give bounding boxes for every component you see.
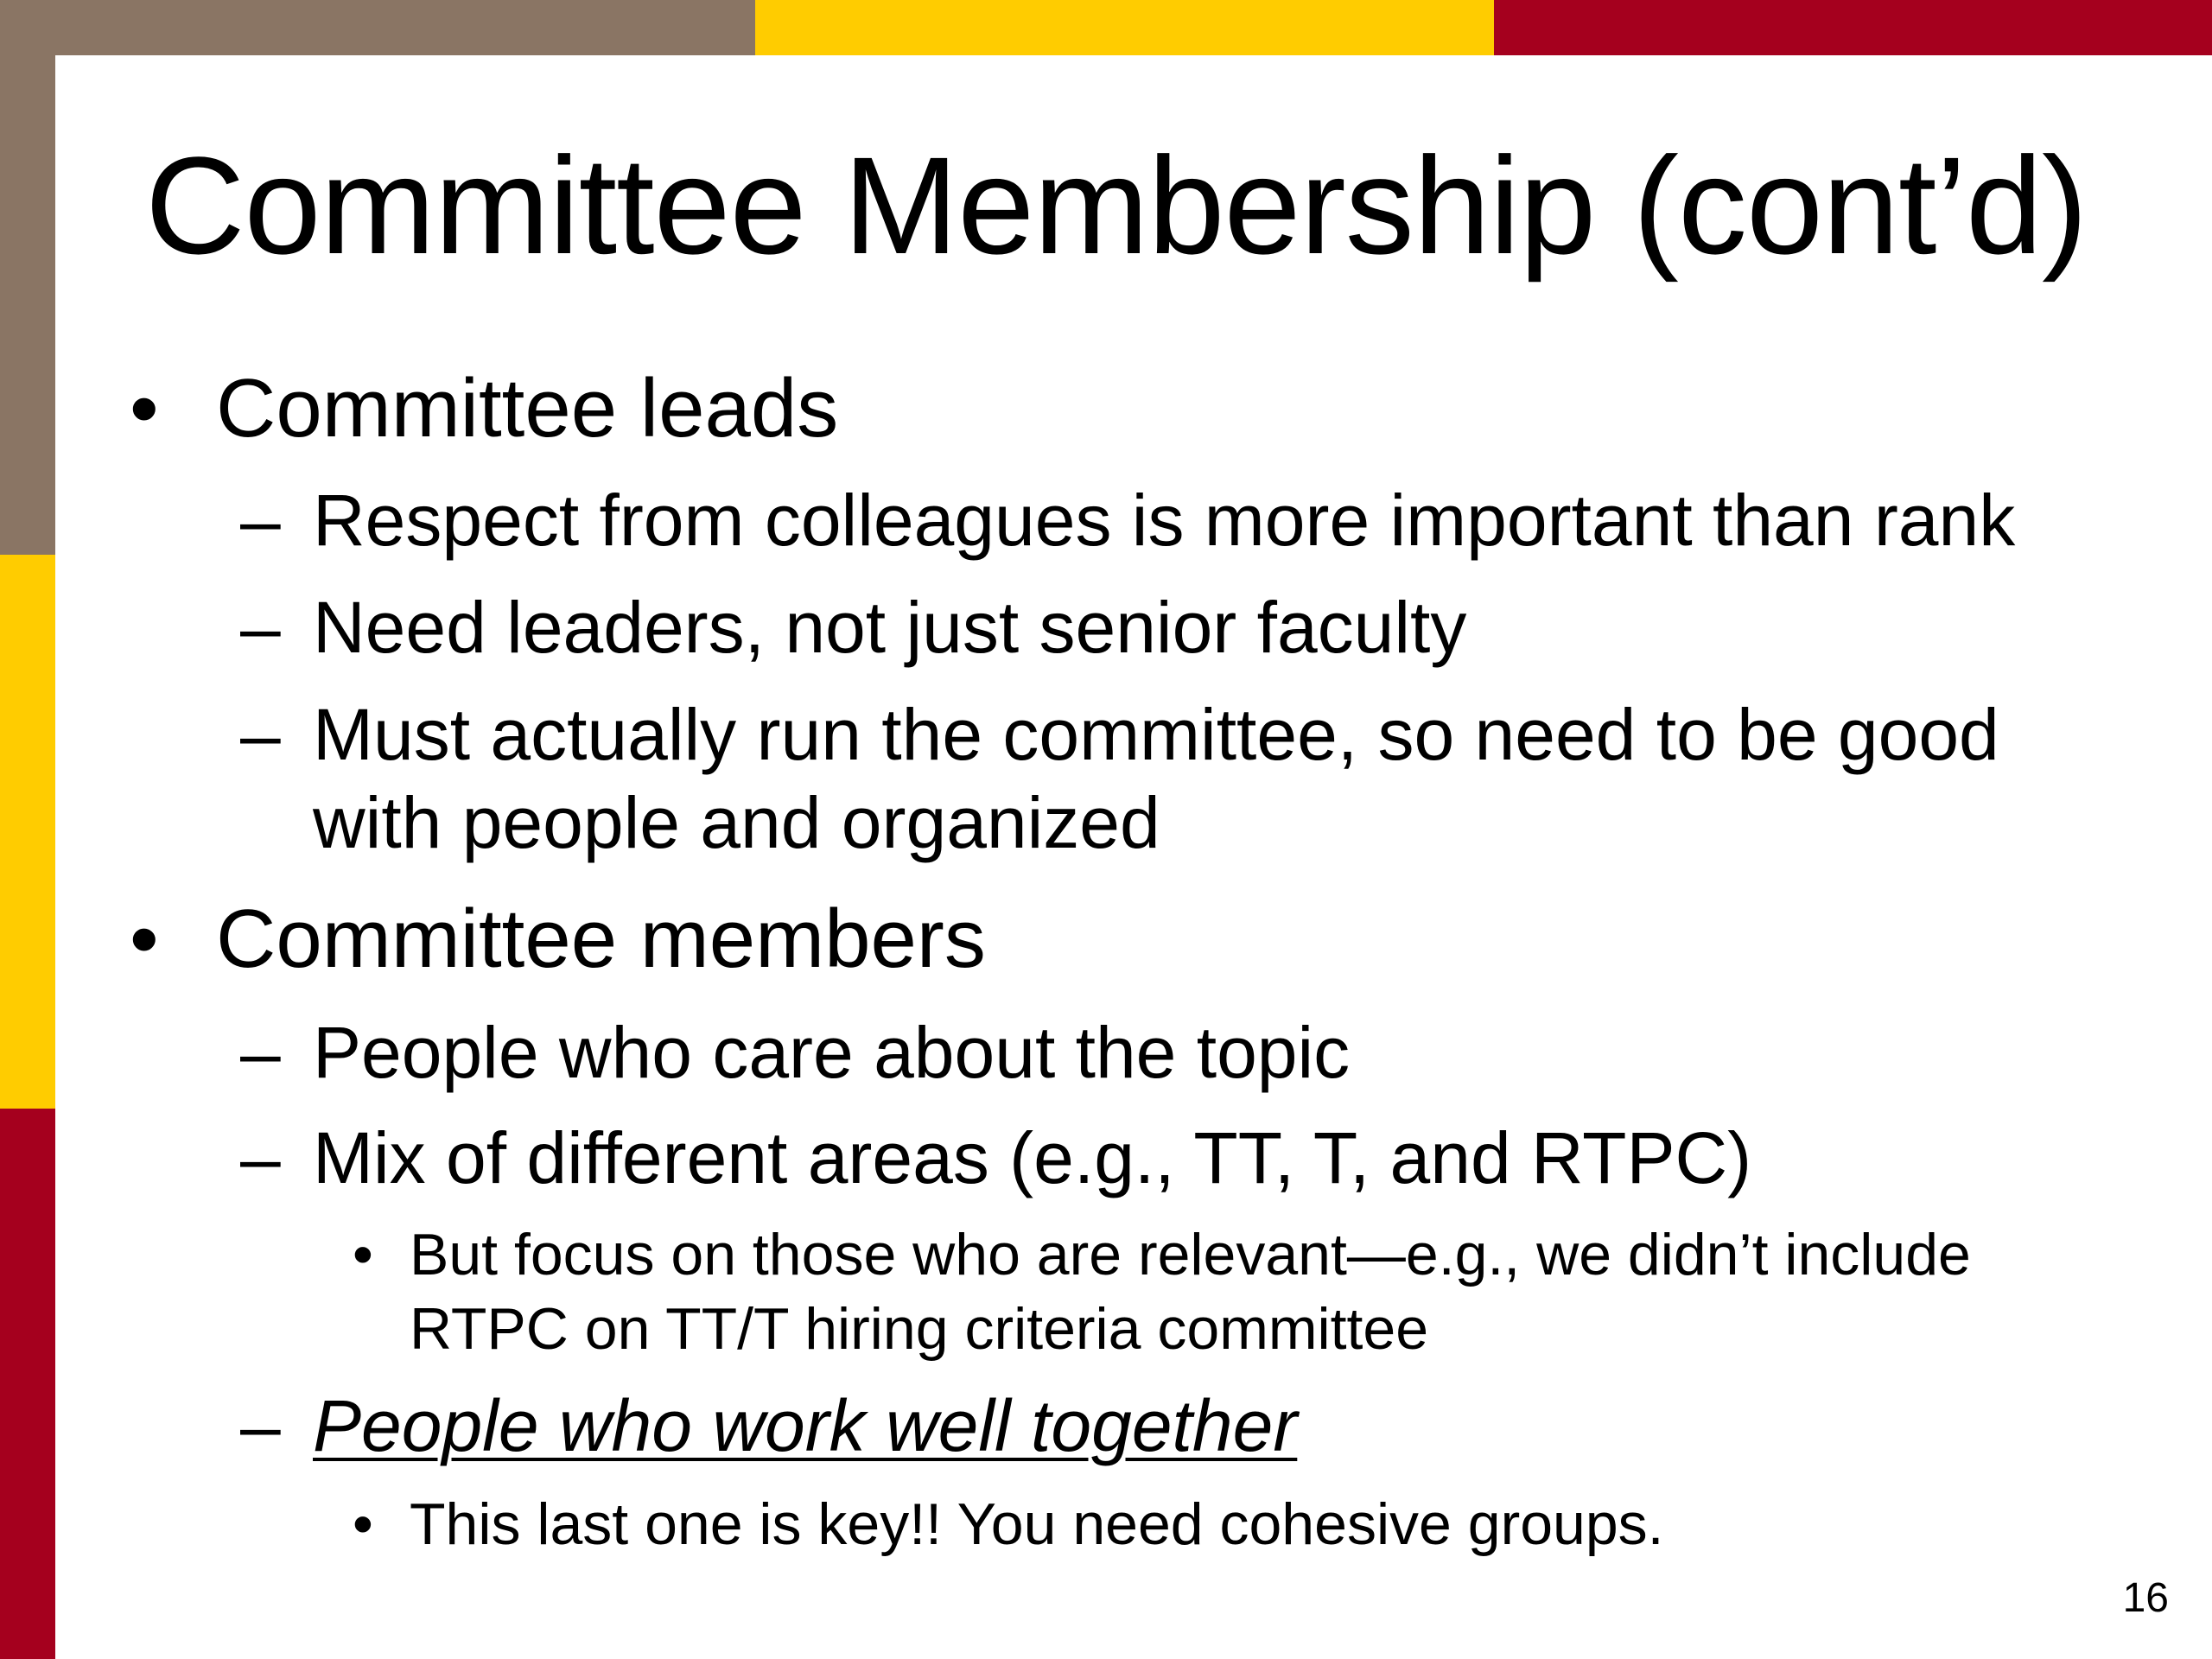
sub-item-text: Mix of different areas (e.g., TT, T, and RTPC) <box>313 1117 1752 1198</box>
left-bar-taupe <box>0 55 55 555</box>
top-bar-crimson <box>1494 0 2212 55</box>
dash-marker: – <box>240 587 281 668</box>
bullet-marker: • <box>353 1491 373 1557</box>
bullet-marker: • <box>130 893 159 985</box>
sub-item-text: Must actually run the committee, so need to be good <box>313 694 1999 775</box>
left-bar-gold <box>0 555 55 1109</box>
top-bar-taupe <box>0 0 755 55</box>
top-bar-gold <box>755 0 1494 55</box>
dash-marker: – <box>240 1385 281 1466</box>
bullet-marker: • <box>130 362 159 454</box>
dash-marker: – <box>240 480 281 561</box>
bullet-marker: • <box>353 1222 373 1287</box>
left-bar-crimson <box>0 1109 55 1659</box>
bullet-label: Committee members <box>216 893 986 985</box>
sub-item-text: People who care about the topic <box>313 1012 1351 1093</box>
page-number: 16 <box>2122 1575 2169 1621</box>
dash-marker: – <box>240 1117 281 1198</box>
sub-item-text-continued: with people and organized <box>313 782 1160 863</box>
dash-marker: – <box>240 694 281 775</box>
sub-item-text-emphasized: People who work well together <box>313 1385 1298 1466</box>
slide-title: Committee Membership (cont’d) <box>145 128 2088 283</box>
dash-marker: – <box>240 1012 281 1093</box>
sub-sub-item-text: This last one is key!! You need cohesive groups. <box>410 1491 1664 1557</box>
sub-sub-item-text-continued: RTPC on TT/T hiring criteria committee <box>410 1296 1429 1362</box>
sub-sub-item-text: But focus on those who are relevant—e.g., we didn’t include <box>410 1222 1971 1287</box>
sub-item-text: Need leaders, not just senior faculty <box>313 587 1467 668</box>
bullet-label: Committee leads <box>216 362 839 454</box>
sub-item-text: Respect from colleagues is more important than rank <box>313 480 2016 561</box>
